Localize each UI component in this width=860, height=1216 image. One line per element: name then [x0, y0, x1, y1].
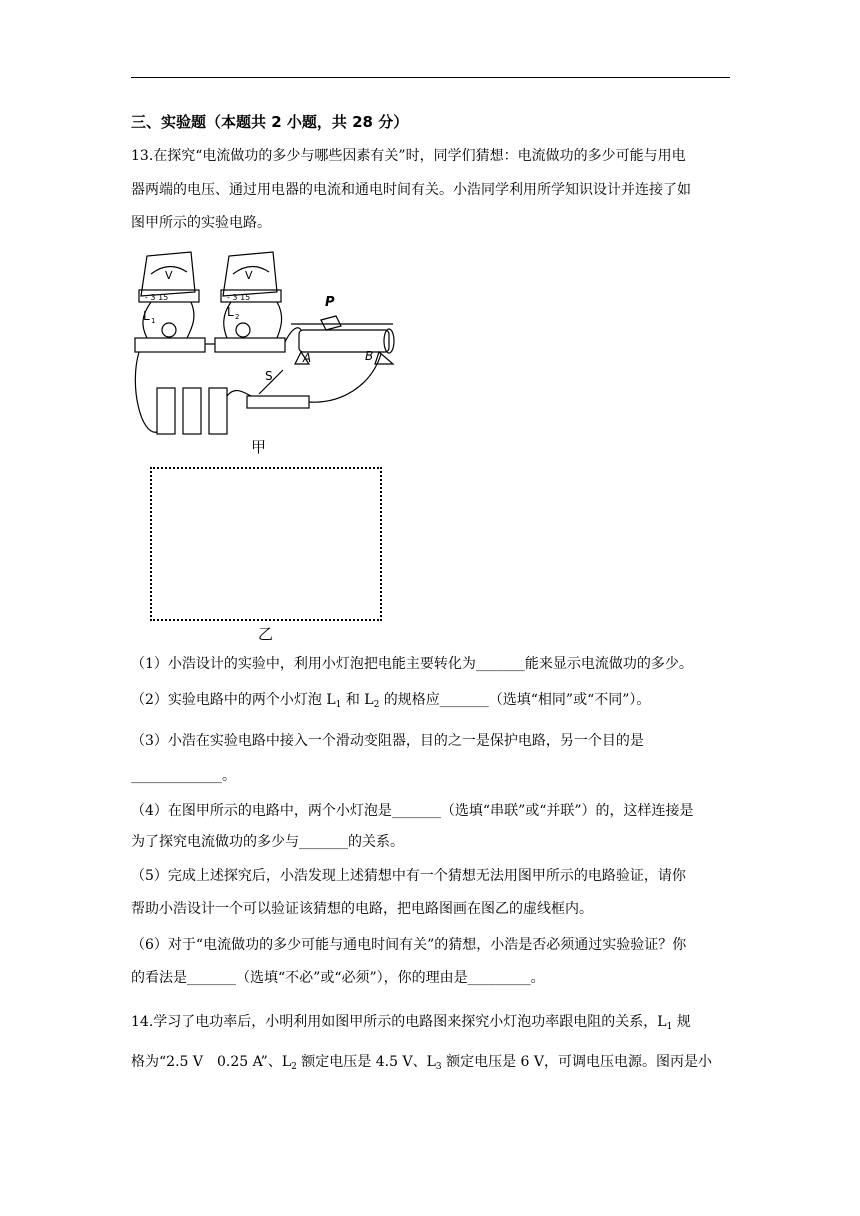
- switch-label: S: [265, 369, 273, 383]
- q13-part-6-line-2: 的看法是_______（选填“不必”或“必须”），你的理由是_________。: [131, 970, 545, 986]
- lamp-1-board-icon: [135, 338, 205, 352]
- q13-intro-line-3: 图甲所示的实验电路。: [131, 215, 271, 231]
- rheostat-icon: [299, 330, 389, 352]
- q13-part-5-line-1: （5）完成上述探究后，小浩发现上述猜想中有一个猜想无法用图甲所示的电路验证，请你: [131, 868, 686, 884]
- battery-1-icon: [157, 388, 175, 434]
- lamp-2-bulb-icon: [236, 323, 250, 337]
- lamp-2-board-icon: [215, 338, 285, 352]
- q13-part-3-line-2: _____________。: [131, 768, 236, 784]
- end-b-label: B: [365, 349, 374, 363]
- q13-part-3-line-1: （3）小浩在实验电路中接入一个滑动变阻器，目的之一是保护电路，另一个目的是: [131, 733, 644, 749]
- voltmeter-2-label: V: [245, 269, 253, 282]
- switch-board-icon: [247, 396, 309, 408]
- circuit-illustration: [131, 246, 401, 456]
- q14-line-1: 14.学习了电功率后，小明利用如图甲所示的电路图来探究小灯泡功率跟电阻的关系，$L_1$ 规: [131, 1014, 691, 1032]
- q13-part-4-line-2: 为了探究电流做功的多少与_______的关系。: [131, 834, 404, 850]
- q13-part-2: （2）实验电路中的两个小灯泡 $L_1$ 和 $L_2$ 的规格应_______（选填“相同”或“不同”）。: [131, 692, 651, 710]
- q13-part-5-line-2: 帮助小浩设计一个可以验证该猜想的电路，把电路图画在图乙的虚线框内。: [131, 901, 593, 917]
- voltmeter-1-scale: - 3 15: [145, 293, 169, 302]
- section-title: 三、实验题（本题共 2 小题，共 28 分）: [131, 113, 409, 131]
- lamp-1-bulb-icon: [162, 323, 176, 337]
- q13-intro-line-2: 器两端的电压、通过用电器的电流和通电时间有关。小浩同学利用所学知识设计并连接了如: [131, 182, 691, 198]
- q14-line-2: 格为“2.5 V 0.25 A”、$L_2$ 额定电压是 4.5 V、$L_3$ 额定电压是 6 V，可调电压电源。图丙是小: [131, 1054, 712, 1072]
- header-rule: [131, 77, 730, 78]
- q13-part-4-line-1: （4）在图甲所示的电路中，两个小灯泡是_______（选填“串联”或“并联”）的，这样连接是: [131, 803, 694, 819]
- caption-jia: 甲: [251, 438, 267, 456]
- voltmeter-1-label: V: [165, 269, 173, 282]
- caption-yi: 乙: [258, 625, 274, 643]
- circuit-figure-jia: [131, 246, 401, 456]
- lamp-1-sub: 1: [151, 317, 156, 325]
- end-a-label: A: [303, 351, 312, 365]
- voltmeter-2-scale: - 3 15: [227, 293, 251, 302]
- answer-box-yi: [150, 467, 382, 621]
- lamp-2-label: L: [227, 305, 234, 319]
- q13-part-6-line-1: （6）对于“电流做功的多少可能与通电时间有关”的猜想，小浩是否必须通过实验验证？你: [131, 937, 687, 953]
- lamp-1-label: L: [143, 309, 150, 323]
- battery-2-icon: [183, 388, 201, 434]
- q13-part-1: （1）小浩设计的实验中，利用小灯泡把电能主要转化为_______能来显示电流做功的多少。: [131, 656, 693, 672]
- battery-3-icon: [209, 388, 227, 434]
- lamp-2-sub: 2: [235, 313, 240, 321]
- slider-label: P: [325, 295, 335, 310]
- q13-intro-line-1: 13.在探究“电流做功的多少与哪些因素有关”时，同学们猜想：电流做功的多少可能与用电: [131, 148, 686, 164]
